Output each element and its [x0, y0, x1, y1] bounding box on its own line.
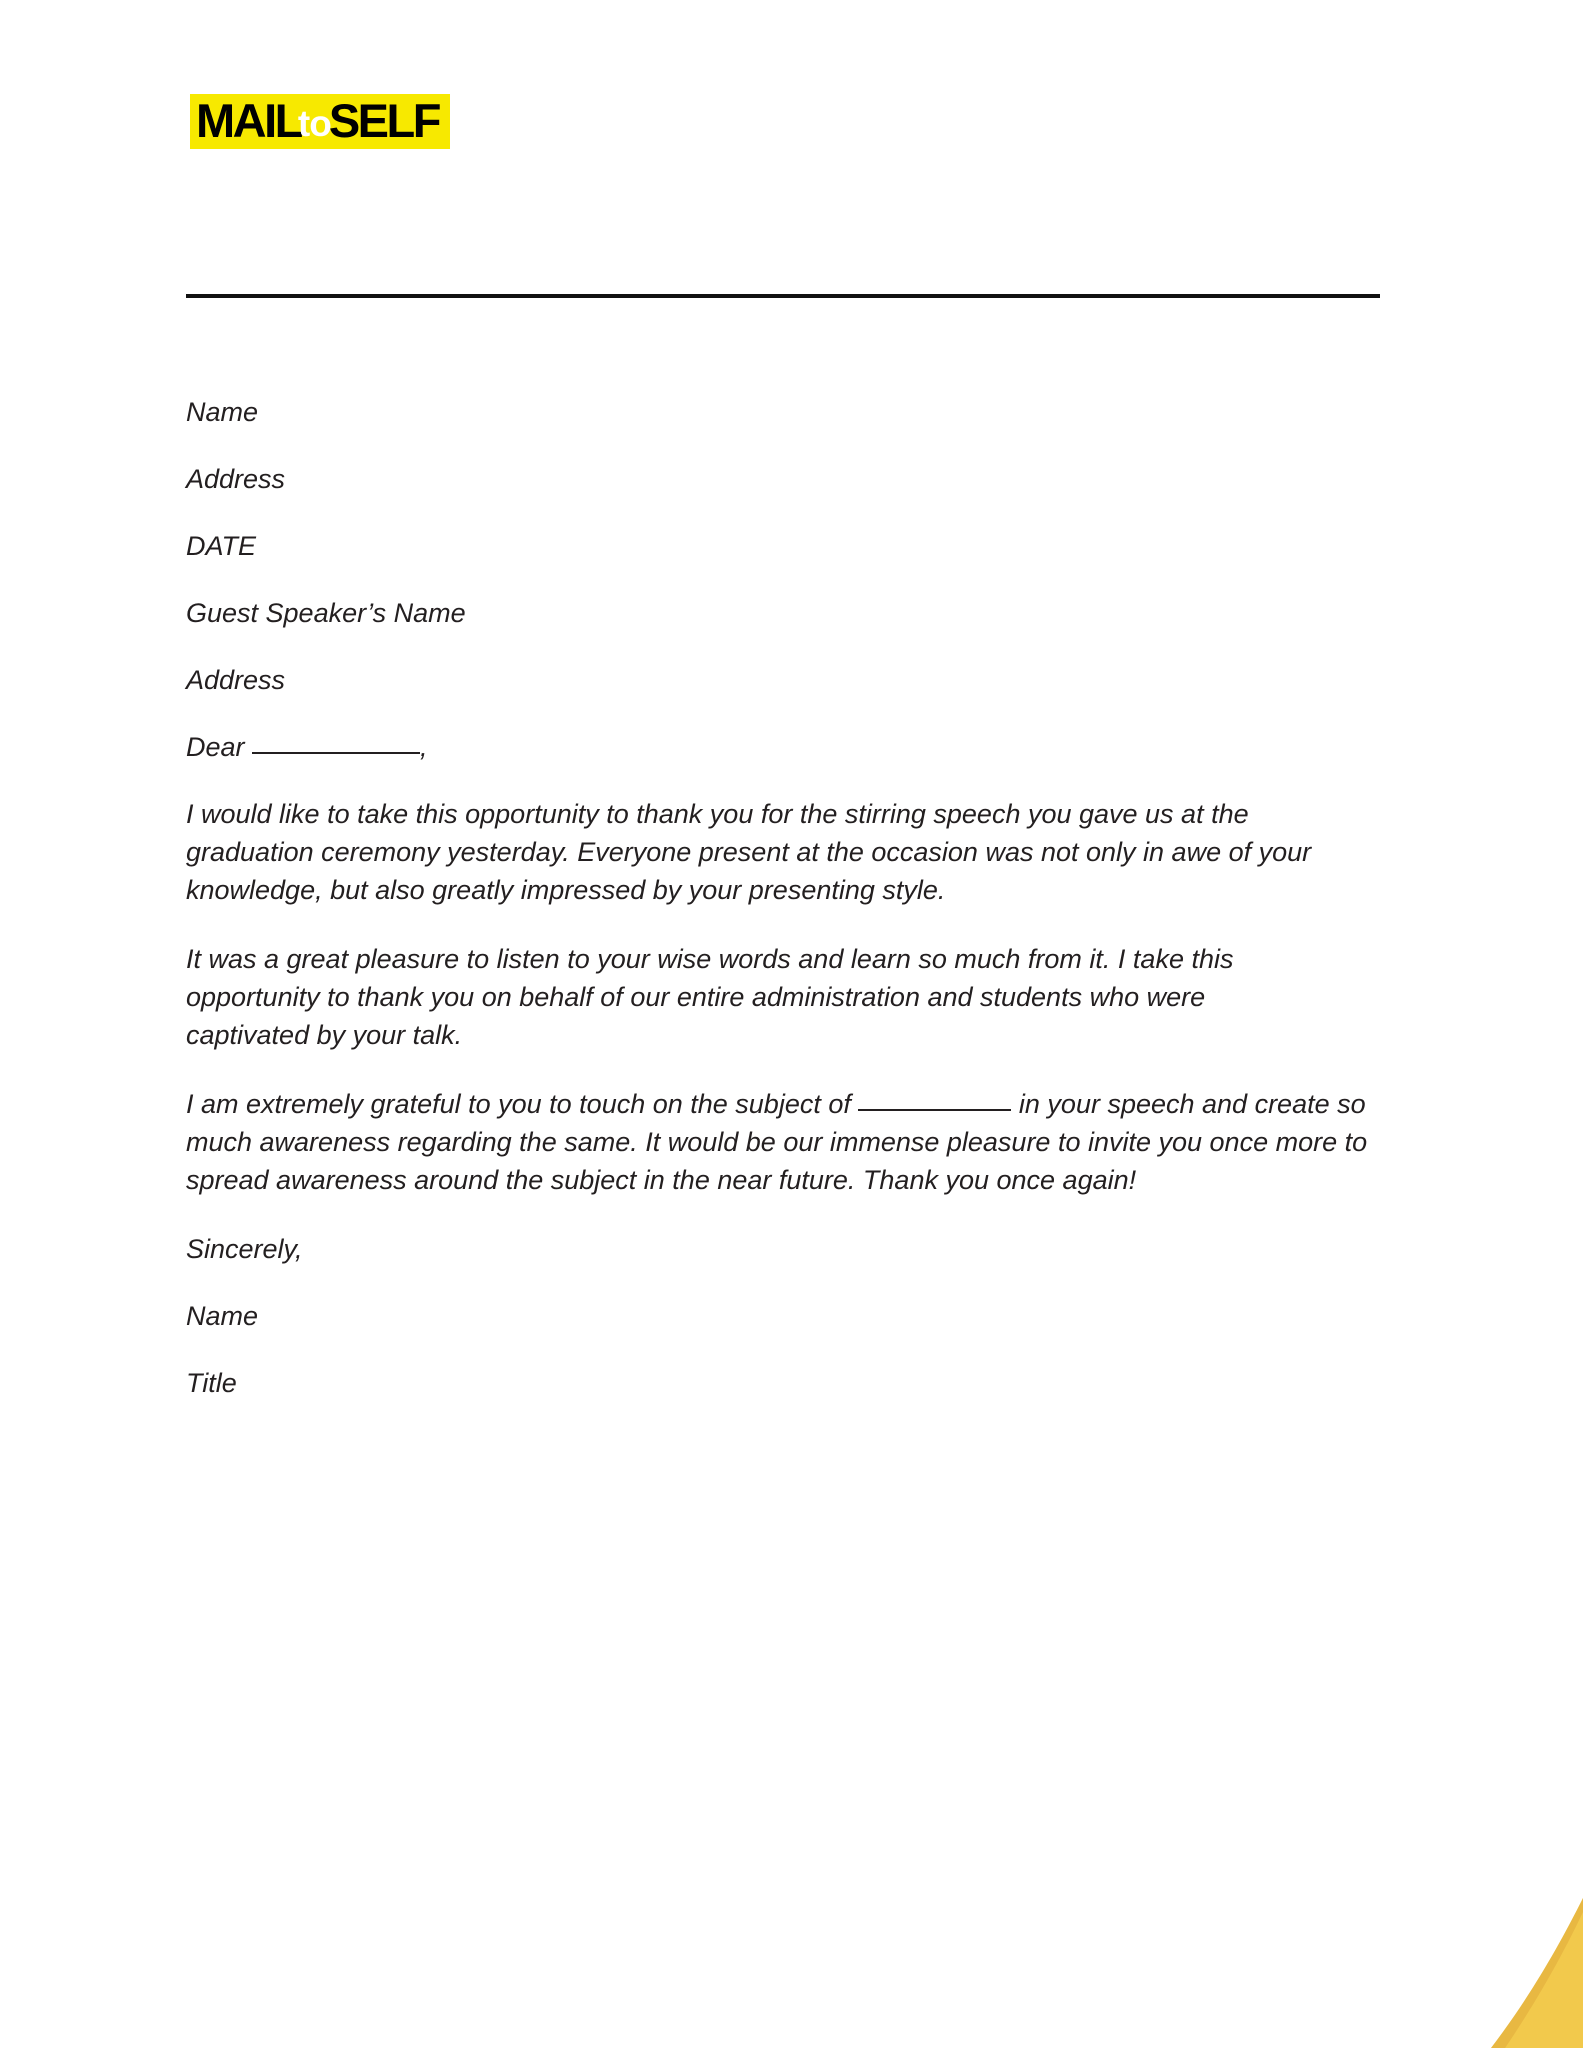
logo-word-mail: MAIL: [196, 94, 301, 147]
recipient-name-line: Guest Speaker’s Name: [186, 598, 466, 628]
paragraph-3-text-after: in your speech and create so much awareness regarding the same. It would be our immense pleasure to invite you once more to spread awareness around the subject in the near future. Thank you once again!: [186, 1089, 1368, 1195]
logo-badge: [190, 94, 450, 149]
salutation-suffix: ,: [420, 732, 428, 762]
closing-title-line: Title: [186, 1368, 237, 1398]
body-paragraph-3: [186, 1085, 1371, 1199]
logo-word-self: SELF: [328, 94, 439, 147]
corner-swoosh-decoration: [1413, 1898, 1583, 2048]
body-paragraph-1: I would like to take this opportunity to thank you for the stirring speech you gave us at the graduation ceremony yesterday. Everyone present at the occasion was not only in awe of your knowledge, but also greatly impressed by your presenting style.: [186, 799, 1312, 905]
salutation-blank-field[interactable]: [252, 752, 420, 754]
logo-word-to: to: [297, 103, 331, 144]
paragraph-3-text-before: I am extremely grateful to you to touch on the subject of: [186, 1089, 851, 1119]
salutation-prefix: Dear: [186, 732, 245, 762]
corner-swoosh-shadow: [1491, 1898, 1583, 2048]
sender-address-line: Address: [186, 464, 286, 494]
recipient-address-line: Address: [186, 665, 286, 695]
subject-blank-field[interactable]: [858, 1109, 1011, 1111]
brand-logo: [190, 94, 450, 149]
letter-body: [186, 393, 1378, 1431]
sender-name-line: Name: [186, 397, 259, 427]
letterhead-divider: [186, 294, 1380, 298]
corner-swoosh-shape: [1491, 1898, 1583, 2048]
closing-name-line: Name: [186, 1301, 259, 1331]
salutation-line: [186, 728, 1378, 766]
body-paragraph-2: It was a great pleasure to listen to your wise words and learn so much from it. I take this opportunity to thank you on behalf of our entire administration and students who were captivated by your talk.: [186, 944, 1234, 1050]
closing-valediction: Sincerely,: [186, 1234, 303, 1264]
date-line: DATE: [186, 531, 257, 561]
